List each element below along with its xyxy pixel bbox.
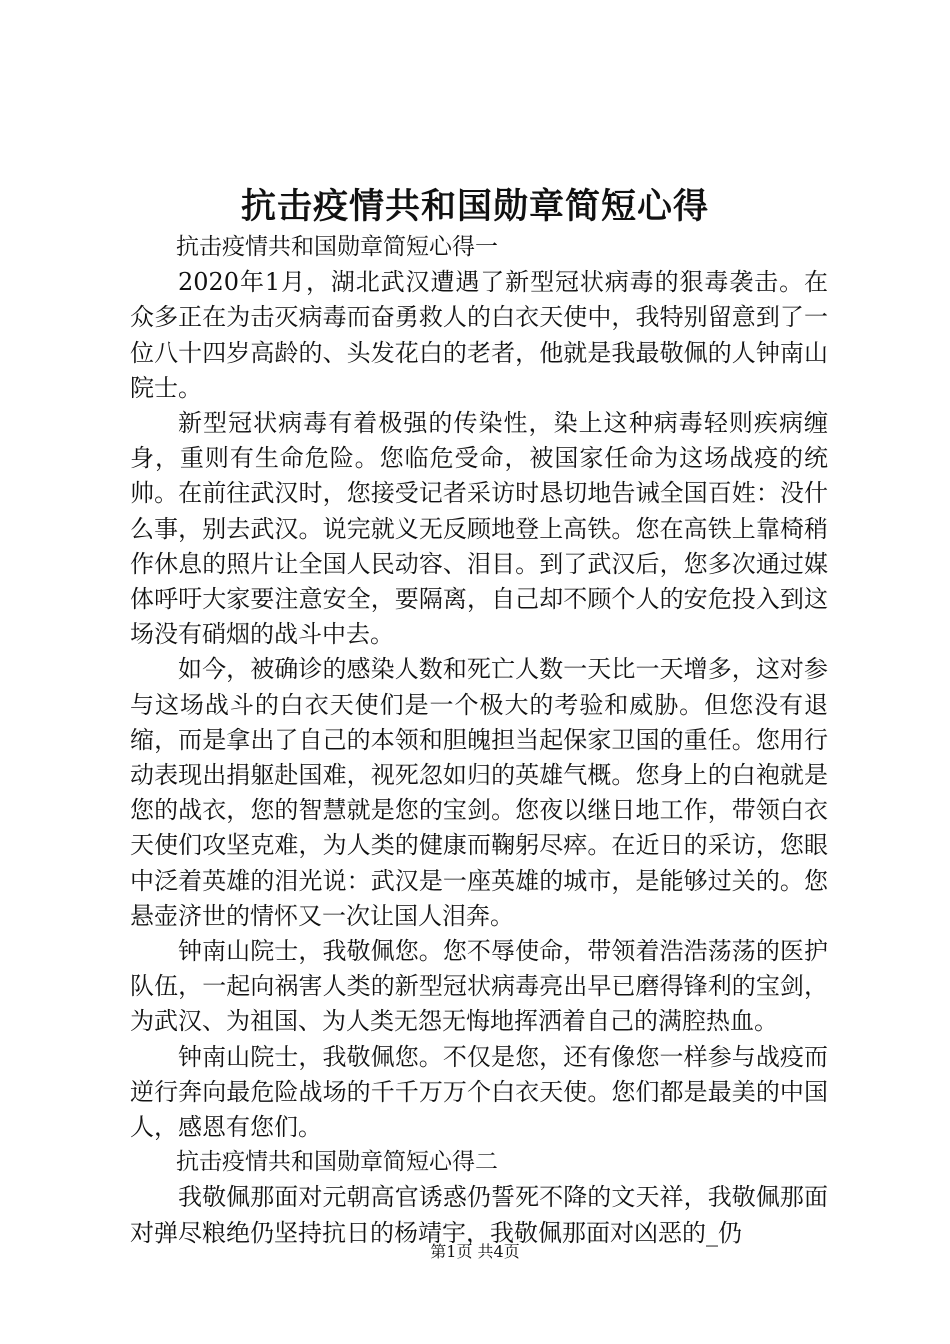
- document-title: 抗击疫情共和国勋章简短心得: [240, 186, 709, 227]
- section-heading-2: 抗击疫情共和国勋章简短心得二: [176, 1149, 498, 1176]
- paragraph-1: 2020年1月，湖北武汉遭遇了新型冠状病毒的狠毒袭击。在众多正在为击灭病毒而奋勇救人的白衣天使中，我特别留意到了一位八十四岁高龄的、头发花白的老者，他就是我最敬佩的人钟南山院士。: [130, 268, 828, 402]
- document-body: [130, 230, 828, 1251]
- paragraph-4: 钟南山院士，我敬佩您。您不辱使命，带领着浩浩荡荡的医护队伍，一起向祸害人类的新型冠状病毒亮出早已磨得锋利的宝剑，为武汉、为祖国、为人类无怨无悔地挥洒着自己的满腔热血。: [130, 937, 828, 1036]
- paragraph-2: 新型冠状病毒有着极强的传染性，染上这种病毒轻则疾病缠身，重则有生命危险。您临危受命，被国家任命为这场战疫的统帅。在前往武汉时，您接受记者采访时恳切地告诫全国百姓：没什么事，别去武汉。说完就义无反顾地登上高铁。您在高铁上靠椅稍作休息的照片让全国人民动容、泪目。到了武汉后，您多次通过媒体呼吁大家要注意安全，要隔离，自己却不顾个人的安危投入到这场没有硝烟的战斗中去。: [130, 409, 828, 649]
- paragraph-5: 钟南山院士，我敬佩您。不仅是您，还有像您一样参与战疫而逆行奔向最危险战场的千千万万个白衣天使。您们都是最美的中国人，感恩有您们。: [130, 1042, 828, 1142]
- page-number-footer: 第1页 共4页: [430, 1242, 520, 1261]
- section-heading-1: 抗击疫情共和国勋章简短心得一: [176, 234, 498, 260]
- paragraph-6: 我敬佩那面对元朝高官诱惑仍誓死不降的文天祥，我敬佩那面对弹尽粮绝仍坚持抗日的杨靖宇，我敬佩那面对凶恶的_仍: [130, 1183, 828, 1247]
- paragraph-3: 如今，被确诊的感染人数和死亡人数一天比一天增多，这对参与这场战斗的白衣天使们是一个极大的考验和威胁。但您没有退缩，而是拿出了自己的本领和胆魄担当起保家卫国的重任。您用行动表现出捐躯赴国难，视死忽如归的英雄气概。您身上的白袍就是您的战衣，您的智慧就是您的宝剑。您夜以继日地工作，带领白衣天使们攻坚克难，为人类的健康而鞠躬尽瘁。在近日的采访，您眼中泛着英雄的泪光说：武汉是一座英雄的城市，是能够过关的。您悬壶济世的情怀又一次让国人泪奔。: [130, 655, 828, 930]
